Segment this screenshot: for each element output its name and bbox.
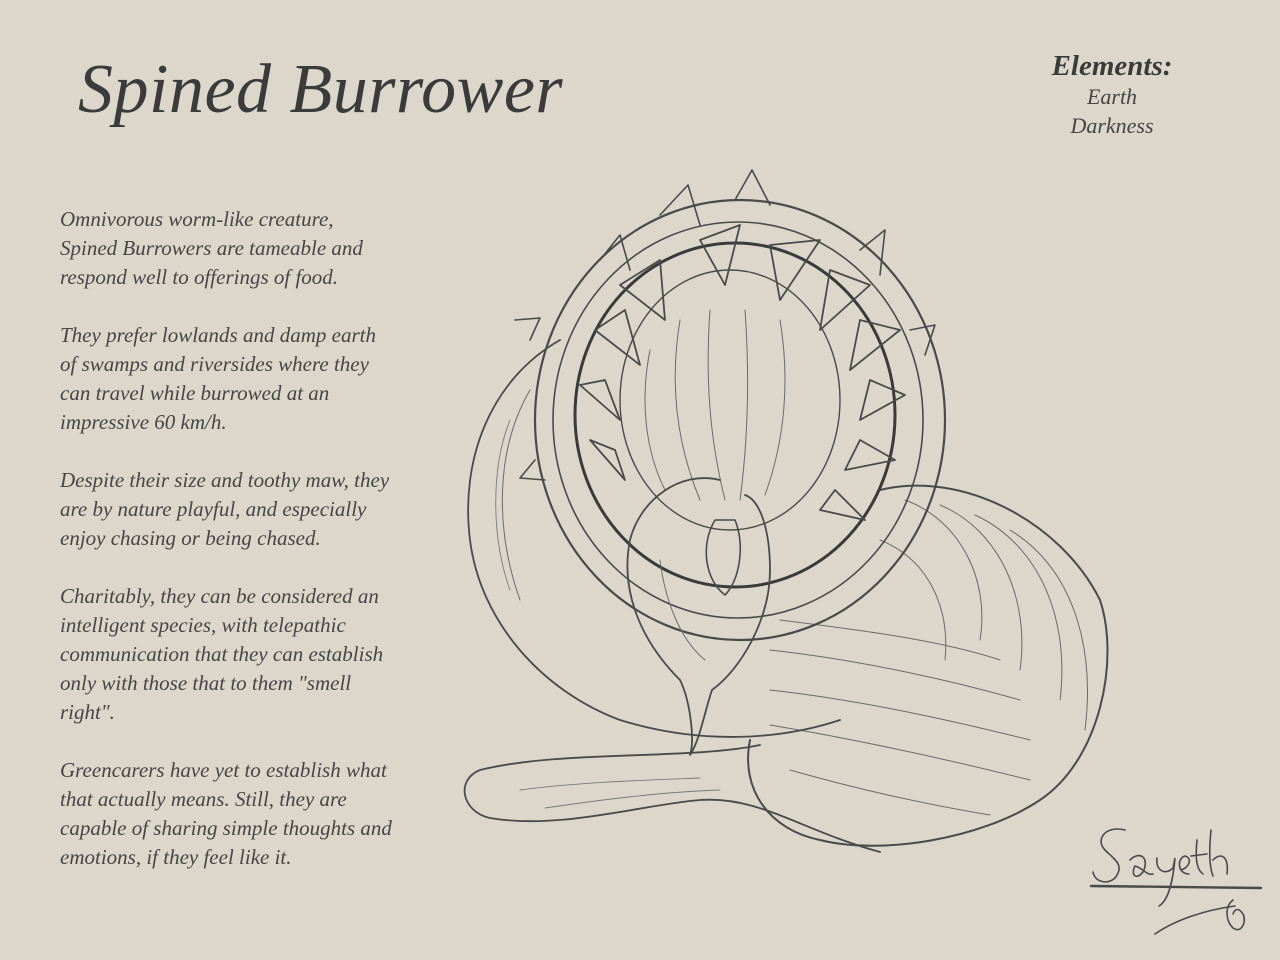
- description-paragraph: Greencarers have yet to establish what that actually means. Still, they are capable of sharing simple thoughts and emotions, if they feel like it.: [60, 758, 392, 869]
- element-earth: Earth: [1086, 84, 1138, 110]
- head-ring: [535, 200, 945, 640]
- artist-signature: [1085, 810, 1275, 950]
- body: [748, 486, 1107, 846]
- element-darkness: Darkness: [1070, 112, 1154, 138]
- page-title: Spined Burrower: [78, 51, 564, 128]
- elements-box: [1042, 50, 1182, 141]
- description-paragraph: Despite their size and toothy maw, they are by nature playful, and especially enjoy chasing or being chased.: [60, 468, 390, 550]
- description-paragraph: They prefer lowlands and damp earth of swamps and riversides where they can travel while burrowed at an impressive 60 km/h.: [60, 323, 376, 434]
- tail: [465, 745, 880, 852]
- description-paragraph: Omnivorous worm-like creature, Spined Burrowers are tameable and respond well to offerings of food.: [60, 207, 363, 289]
- creature-illustration: [440, 160, 1140, 880]
- elements-heading: Elements:: [1051, 50, 1173, 82]
- description-paragraph: Charitably, they can be considered an intelligent species, with telepathic communication that they can establish only with those that to them "smell right".: [60, 584, 384, 724]
- description: [60, 205, 460, 901]
